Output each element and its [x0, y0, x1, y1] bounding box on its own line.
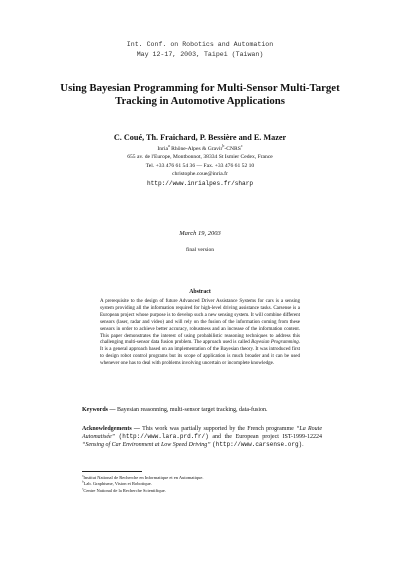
authors: C. Coué, Th. Fraichard, P. Bessière and E. Mazer	[113, 133, 287, 142]
footnote-mark-b: b	[222, 144, 225, 149]
ack-url-1[interactable]: (http://www.lara.prd.fr/)	[118, 433, 209, 441]
footnote-a-mark: a	[82, 473, 84, 478]
email[interactable]: christophe.coue@inria.fr	[172, 170, 228, 177]
paper-date: March 19, 2003	[179, 230, 221, 237]
footnote-c-text: Centre National de la Recherche Scientifique.	[83, 487, 166, 493]
institution-gravir: Rhône-Alpes & Gravir	[169, 146, 223, 152]
project-url[interactable]: http://www.inrialpes.fr/sharp	[146, 180, 254, 187]
institution-inria: Inria	[157, 146, 168, 152]
ack-label: Acknowledgements —	[82, 426, 140, 432]
abstract-text-2: . It is a general approach based on an implementation of the Bayesian theory. It was introduced first to design robot control programs but its scope of application is much broader and it can be used whenever one has to deal with problems involving uncertain or incomplete knowledge.	[100, 340, 300, 367]
title-line-2: Tracking in Automotive Applications	[115, 95, 285, 107]
ack-project: “Sensing of Car Environment at Low Speed Driving”	[82, 442, 211, 449]
footnote-a-text: Institut National de Recherche en Informatique et en Automatique.	[83, 475, 204, 480]
title-line-1: Using Bayesian Programming for Multi-Sensor Multi-Target	[60, 82, 340, 94]
affiliation	[0, 145, 400, 178]
conference-name: Int. Conf. on Robotics and Automation	[126, 41, 274, 48]
paper-version: final version	[185, 247, 215, 253]
institutions	[0, 145, 400, 153]
keywords	[82, 406, 322, 414]
abstract-text-1: A prerequisite to the design of future Advanced Driver Assistance Systems for cars is a sensing system providing all the information required for high-level driving assistance tasks. Carsense is a European project whose purpose is to develop such a new sensing system. It will combine different sensors (laser, radar and video) and will rely on the fusion of the information coming from these sensors in order to achieve better accuracy, robustness and an increase of the information content. This paper demonstrates the interest of using probabilistic reasoning techniques to address this challenging multi-sensor data fusion problem. The approach used is called	[100, 299, 300, 346]
conference-date: May 12-17, 2003, Taipei (Taiwan)	[136, 50, 264, 58]
footnote-b-mark: b	[82, 479, 84, 484]
footnote-b-text: Lab. Graphisme, Vision et Robotique.	[83, 481, 152, 487]
ack-end: .	[302, 442, 304, 449]
footnote-mark-a: a	[167, 144, 170, 149]
institution-cnrs: -CNRS	[224, 146, 241, 152]
abstract-body	[100, 299, 300, 368]
ack-programme: “La Route Automatisée”	[82, 426, 323, 441]
footnote-rule	[82, 471, 142, 472]
abstract-heading: Abstract	[189, 289, 211, 295]
ack-text-1: This work was partially supported by the French programme	[139, 426, 297, 432]
abstract-term: Bayesian Programming	[251, 340, 299, 346]
address: 655 av. de l'Europe, Montbonnot, 38334 St Ismier Cedex, France	[127, 154, 273, 161]
footnote-mark-c: c	[240, 144, 243, 149]
ack-url-2[interactable]: (http://www.carsense.org)	[212, 441, 303, 449]
conference-header	[0, 40, 400, 59]
keywords-label: Keywords —	[82, 407, 116, 413]
keywords-text: Bayesian reasonning, multi-sensor target tracking, data-fusion.	[115, 407, 268, 413]
phone-fax: Tel. +33 476 61 54 36 — Fax. +33 476 61 52 10	[145, 162, 255, 169]
acknowledgements	[82, 425, 322, 450]
ack-text-2: and the European project IST-1999-12224	[208, 434, 322, 441]
footnote-c-mark: c	[82, 486, 84, 491]
footnotes	[82, 475, 322, 494]
footnote-c	[82, 488, 322, 494]
paper-title	[0, 82, 400, 108]
